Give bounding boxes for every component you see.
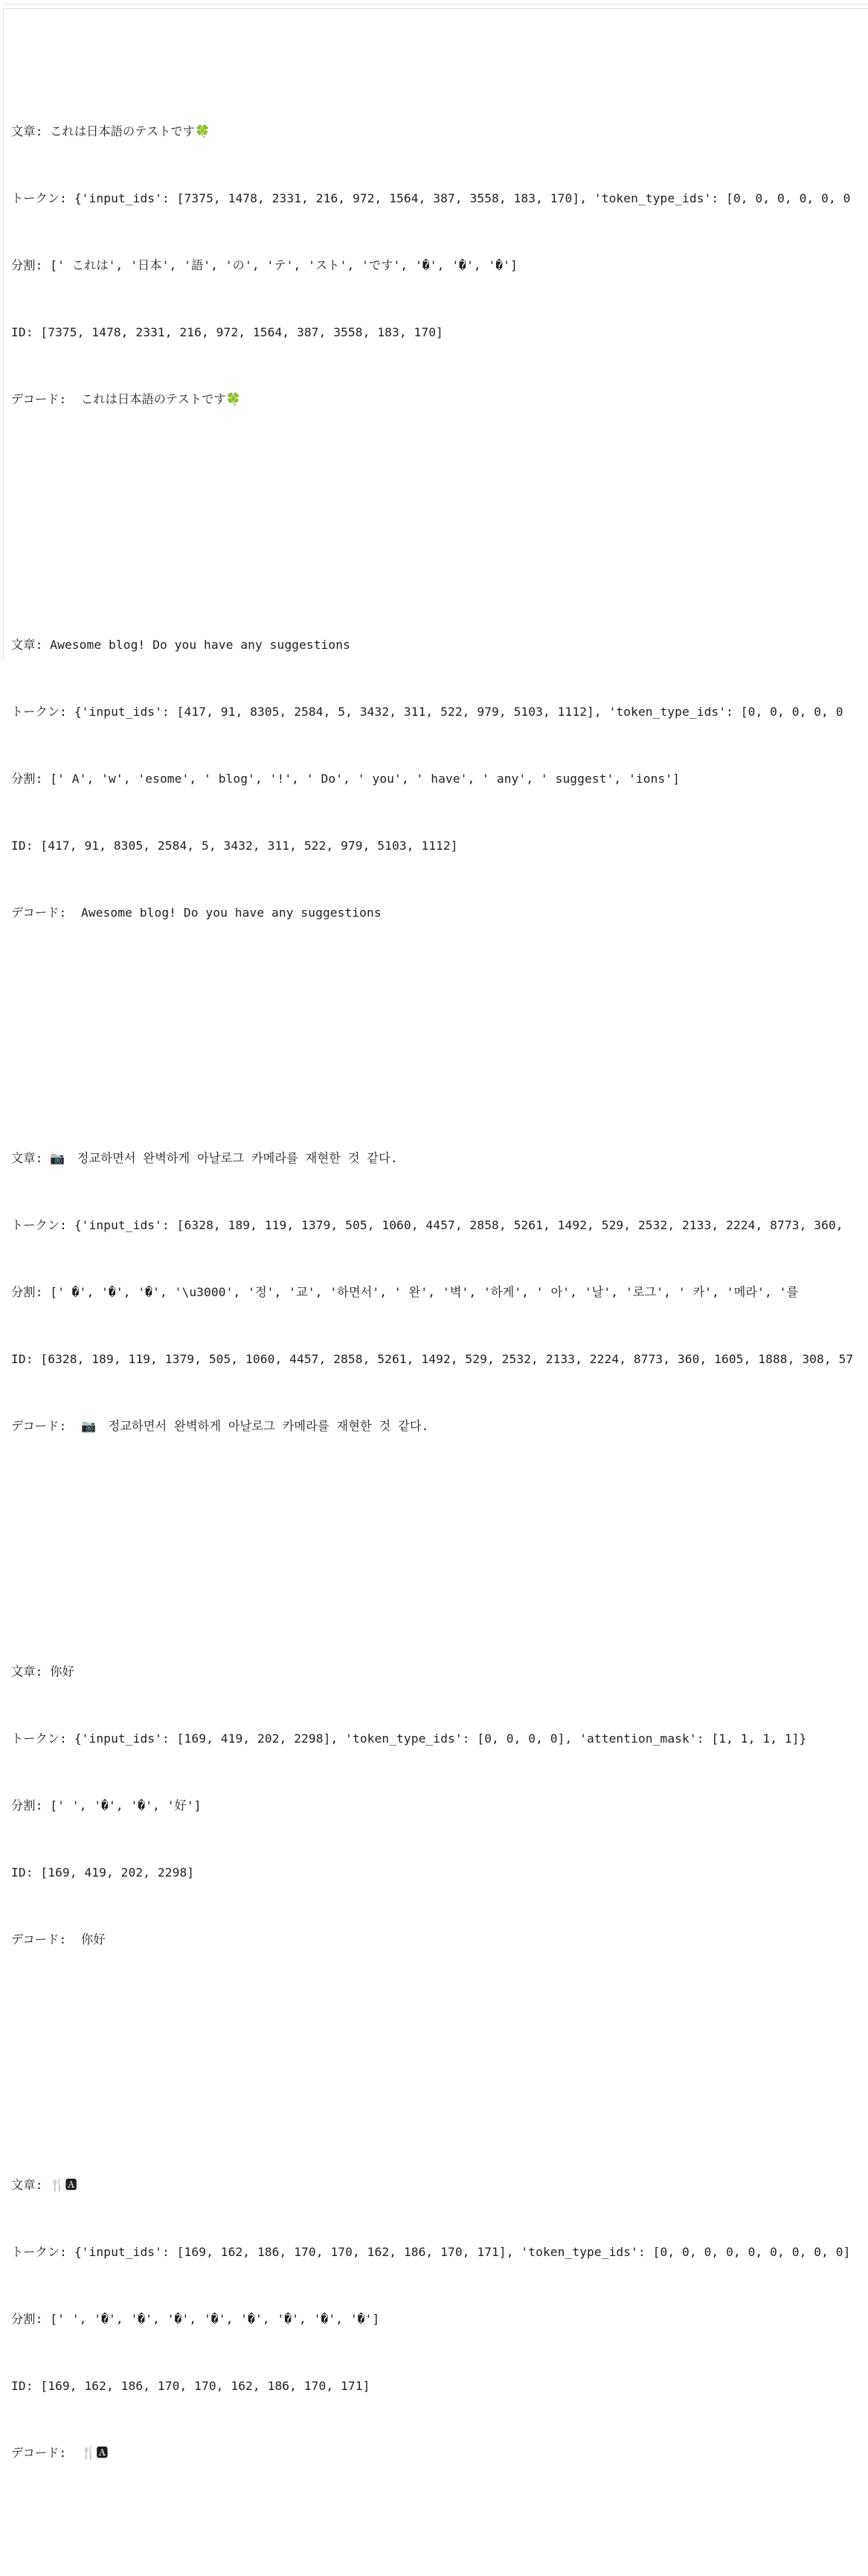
cell-top-divider: [3, 0, 868, 4]
tokens-line: トークン: {'input_ids': [169, 419, 202, 2298], 'token_type_ids': [0, 0, 0, 0], 'attention_mask': [1, 1, 1, 1]}: [11, 1731, 807, 1746]
decode-line: デコード: これは日本語のテストです🍀: [11, 392, 242, 406]
output-block: [11, 76, 853, 522]
sentence-line: 文章: 你好: [11, 1665, 74, 1679]
output-block: [11, 1616, 853, 2063]
sentence-line: 文章: 📷 정교하면서 완벽하게 아날로그 카메라를 재현한 것 같다.: [11, 1151, 398, 1165]
ids-line: ID: [169, 419, 202, 2298]: [11, 1865, 195, 1880]
blank-line: [11, 1996, 853, 2018]
sentence-line: 文章: これは日本語のテストです🍀: [11, 124, 210, 138]
split-line: 分割: [' ', '�', '�', '�', '�', '�', '�', '�', '�']: [11, 2312, 380, 2326]
tokens-line: トークン: {'input_ids': [417, 91, 8305, 2584, 5, 3432, 311, 522, 979, 5103, 1112], 'token_type_ids': [0, 0, 0, 0, 0: [11, 705, 843, 719]
split-line: 分割: [' ', '�', '�', '好']: [11, 1798, 202, 1813]
decode-line: デコード: 🍴🅰: [11, 2446, 109, 2460]
tokens-line: トークン: {'input_ids': [7375, 1478, 2331, 216, 972, 1564, 387, 3558, 183, 170], 'token_type_ids': [0, 0, 0, 0, 0, 0: [11, 191, 851, 205]
tokens-line: トークン: {'input_ids': [169, 162, 186, 170, 170, 162, 186, 170, 171], 'token_type_ids': [0, 0, 0, 0, 0, 0, 0, 0, 0]: [11, 2245, 851, 2259]
output-block: [11, 2130, 853, 2509]
output-text: [11, 9, 853, 2576]
sentence-line: 文章: 🍴🅰: [11, 2178, 77, 2192]
blank-line: [11, 455, 853, 478]
split-line: 分割: [' �', '�', '�', '\u3000', '정', '교', '하면서', ' 완', '벽', '하게', ' 아', '날', '로그', ' 카', '메라', '를: [11, 1285, 799, 1299]
split-line: 分割: [' A', 'w', 'esome', ' blog', '!', ' Do', ' you', ' have', ' any', ' suggest', 'ions']: [11, 772, 680, 786]
ids-line: ID: [7375, 1478, 2331, 216, 972, 1564, 387, 3558, 183, 170]: [11, 325, 443, 339]
output-block: [11, 1103, 853, 1549]
output-block: [11, 589, 853, 1036]
blank-line: [11, 969, 853, 991]
ids-line: ID: [169, 162, 186, 170, 170, 162, 186, 170, 171]: [11, 2379, 370, 2393]
cell-output-panel: [3, 8, 868, 2460]
split-line: 分割: [' これは', '日本', '語', 'の', 'テ', 'スト', 'です', '�', '�', '�']: [11, 258, 518, 272]
blank-line: [11, 1482, 853, 1505]
decode-line: デコード: Awesome blog! Do you have any suggestions: [11, 906, 382, 920]
decode-line: デコード: 📷 정교하면서 완벽하게 아날로그 카메라를 재현한 것 같다.: [11, 1419, 429, 1433]
decode-line: デコード: 你好: [11, 1932, 106, 1947]
sentence-line: 文章: Awesome blog! Do you have any suggestions: [11, 638, 350, 652]
tokens-line: トークン: {'input_ids': [6328, 189, 119, 1379, 505, 1060, 4457, 2858, 5261, 1492, 529, 2532, 2133, 2224, 8773, 360,: [11, 1218, 843, 1232]
ids-line: ID: [6328, 189, 119, 1379, 505, 1060, 4457, 2858, 5261, 1492, 529, 2532, 2133, 2224, 8773, 360, 1605, 1888, 308, 57: [11, 1352, 854, 1366]
ids-line: ID: [417, 91, 8305, 2584, 5, 3432, 311, 522, 979, 5103, 1112]: [11, 839, 458, 853]
